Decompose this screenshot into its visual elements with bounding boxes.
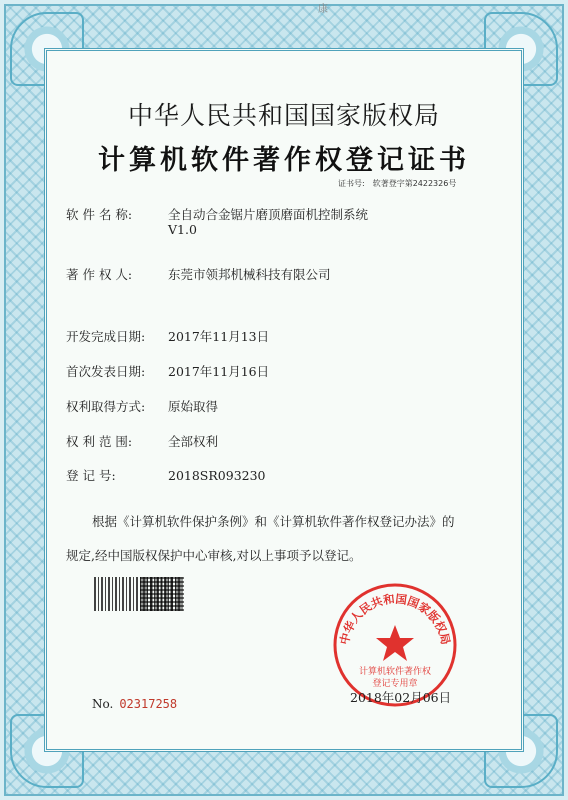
- certificate-number-value: 软著登字第2422326号: [372, 179, 457, 188]
- seal-center-text-2: 登记专用章: [372, 679, 418, 689]
- field-acquisition-method: [66, 397, 218, 415]
- field-first-publication-date: [66, 362, 269, 380]
- top-stamp-mark: 康: [318, 4, 328, 15]
- field-value: 2017年11月13日: [168, 329, 270, 344]
- field-registration-number: [66, 466, 266, 484]
- certificate-number: [338, 178, 456, 189]
- field-value: 全自动合金锯片磨顶磨面机控制系统: [168, 207, 369, 222]
- field-value: 全部权利: [168, 434, 219, 449]
- field-value: 2017年11月16日: [168, 364, 270, 379]
- field-development-date: [66, 327, 269, 345]
- serial-label: No.: [92, 697, 114, 711]
- body-paragraph-line-2: 规定,经中国版权保护中心审核,对以上事项予以登记。: [66, 548, 362, 563]
- software-version: V1.0: [168, 222, 197, 237]
- field-label: 登 记 号:: [66, 468, 116, 483]
- field-rights-scope: [66, 432, 218, 450]
- field-label: 权 利 范 围:: [66, 434, 133, 449]
- field-label: 首次发表日期:: [66, 364, 146, 379]
- field-value: 东莞市领邦机械科技有限公司: [168, 267, 331, 282]
- field-software-name: [66, 205, 369, 237]
- field-owner: [66, 265, 331, 283]
- certificate-number-label: 证书号:: [338, 179, 365, 188]
- issue-date: 2018年02月06日: [350, 690, 452, 705]
- body-paragraph-line-1: 根据《计算机软件保护条例》和《计算机软件著作权登记办法》的: [92, 514, 455, 529]
- certificate-title: 计算机软件著作权登记证书: [98, 145, 470, 176]
- issuer-title: 中华人民共和国国家版权局: [127, 101, 440, 130]
- serial-number: [92, 697, 177, 711]
- field-value: 2018SR093230: [168, 468, 266, 483]
- field-label: 权利取得方式:: [66, 399, 146, 414]
- qr-pattern: [140, 577, 184, 611]
- field-label: 开发完成日期:: [66, 329, 146, 344]
- seal-ring-text: 中华人民共和国国家版权局: [337, 591, 453, 646]
- seal-star-icon: [376, 625, 414, 661]
- field-label: 著 作 权 人:: [66, 267, 133, 282]
- seal-center-text-1: 计算机软件著作权: [358, 667, 432, 677]
- field-value: 原始取得: [168, 399, 219, 414]
- field-label: 软 件 名 称:: [66, 207, 133, 222]
- serial-value: 02317258: [119, 697, 178, 711]
